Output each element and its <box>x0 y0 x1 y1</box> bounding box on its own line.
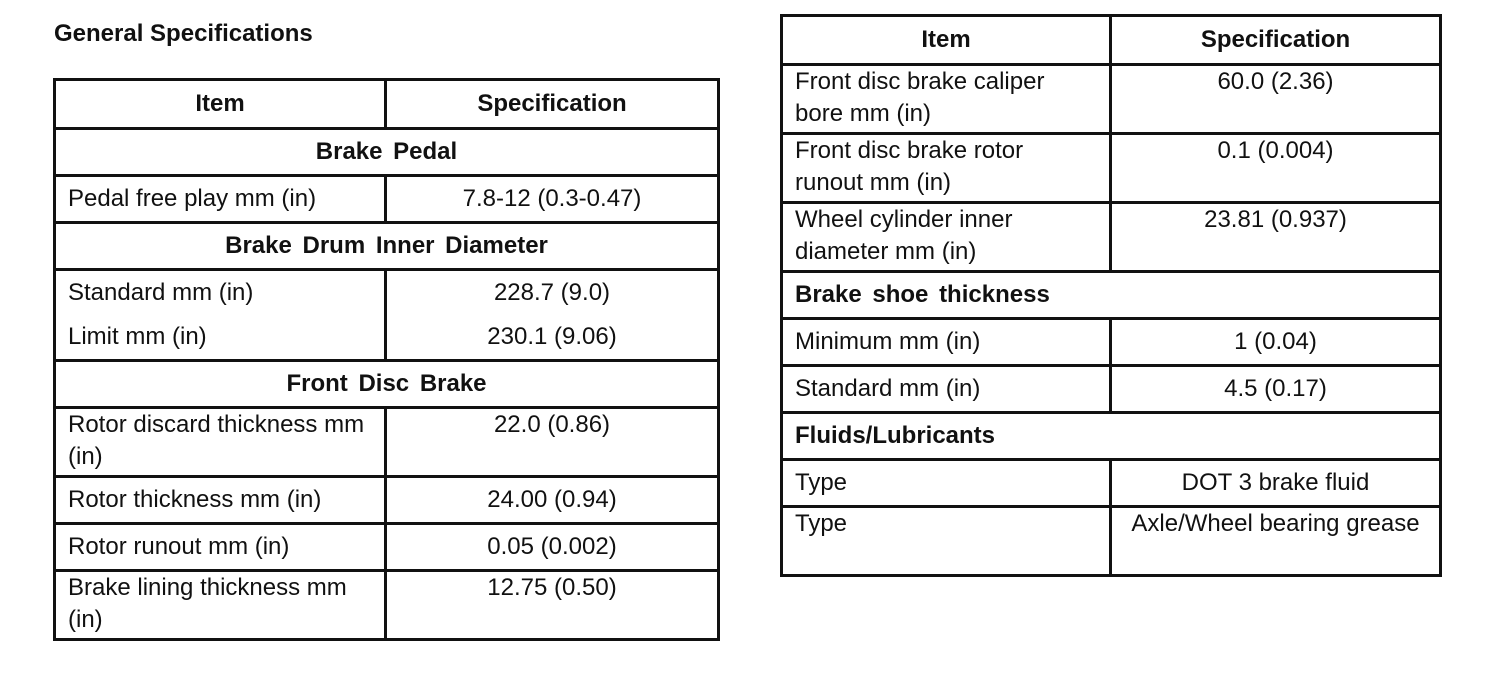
item-cell: Type <box>782 507 1111 576</box>
group-heading-front-disc-brake: Front Disc Brake <box>55 361 719 408</box>
spec-cell: 24.00 (0.94) <box>386 477 719 524</box>
item-cell: Standard mm (in) <box>782 366 1111 413</box>
table-header-row <box>55 80 719 129</box>
item-cell: Rotor thickness mm (in) <box>55 477 386 524</box>
table-row <box>55 524 719 571</box>
spec-cell: 60.0 (2.36) <box>1111 65 1441 134</box>
spec-cell: 4.5 (0.17) <box>1111 366 1441 413</box>
table-row <box>55 408 719 477</box>
table-row <box>55 477 719 524</box>
item-cell: Front disc brake caliper bore mm (in) <box>782 65 1111 134</box>
spec-cell: 230.1 (9.06) <box>386 315 719 361</box>
spec-cell: 0.1 (0.004) <box>1111 134 1441 203</box>
item-cell: Brake lining thickness mm (in) <box>55 571 386 640</box>
table-row <box>55 315 719 361</box>
spec-cell: 7.8-12 (0.3-0.47) <box>386 176 719 223</box>
group-heading-brake-pedal: Brake Pedal <box>55 129 719 176</box>
table-row <box>55 571 719 640</box>
general-specifications-table-continued <box>780 14 1442 577</box>
item-cell: Limit mm (in) <box>55 315 386 361</box>
group-row-brake-shoe-thickness <box>782 272 1441 319</box>
group-heading-brake-drum: Brake Drum Inner Diameter <box>55 223 719 270</box>
item-column-header: Item <box>782 16 1111 65</box>
table-row <box>782 134 1441 203</box>
table-header-row <box>782 16 1441 65</box>
specification-column-header: Specification <box>1111 16 1441 65</box>
specification-column-header: Specification <box>386 80 719 129</box>
table-row <box>782 460 1441 507</box>
group-heading-brake-shoe-thickness: Brake shoe thickness <box>782 272 1441 319</box>
group-row-fluids-lubricants <box>782 413 1441 460</box>
spec-cell: Axle/Wheel bearing grease <box>1111 507 1441 576</box>
item-cell: Rotor runout mm (in) <box>55 524 386 571</box>
item-column-header: Item <box>55 80 386 129</box>
table-row <box>782 65 1441 134</box>
item-cell: Type <box>782 460 1111 507</box>
spec-cell: 0.05 (0.002) <box>386 524 719 571</box>
group-row-brake-drum <box>55 223 719 270</box>
table-row <box>55 270 719 316</box>
table-row <box>55 176 719 223</box>
item-cell: Pedal free play mm (in) <box>55 176 386 223</box>
item-cell: Standard mm (in) <box>55 270 386 316</box>
group-row-front-disc-brake <box>55 361 719 408</box>
spec-cell: DOT 3 brake fluid <box>1111 460 1441 507</box>
item-cell: Minimum mm (in) <box>782 319 1111 366</box>
table-row <box>782 203 1441 272</box>
group-row-brake-pedal <box>55 129 719 176</box>
table-row <box>782 319 1441 366</box>
spec-cell: 228.7 (9.0) <box>386 270 719 316</box>
spec-cell: 22.0 (0.86) <box>386 408 719 477</box>
spec-cell: 12.75 (0.50) <box>386 571 719 640</box>
spec-cell: 23.81 (0.937) <box>1111 203 1441 272</box>
group-heading-fluids-lubricants: Fluids/Lubricants <box>782 413 1441 460</box>
table-row <box>782 507 1441 576</box>
general-specifications-table <box>53 78 720 641</box>
spec-cell: 1 (0.04) <box>1111 319 1441 366</box>
item-cell: Rotor discard thickness mm (in) <box>55 408 386 477</box>
item-cell: Wheel cylinder inner diameter mm (in) <box>782 203 1111 272</box>
table-row <box>782 366 1441 413</box>
item-cell: Front disc brake rotor runout mm (in) <box>782 134 1111 203</box>
page-title: General Specifications <box>54 20 313 47</box>
